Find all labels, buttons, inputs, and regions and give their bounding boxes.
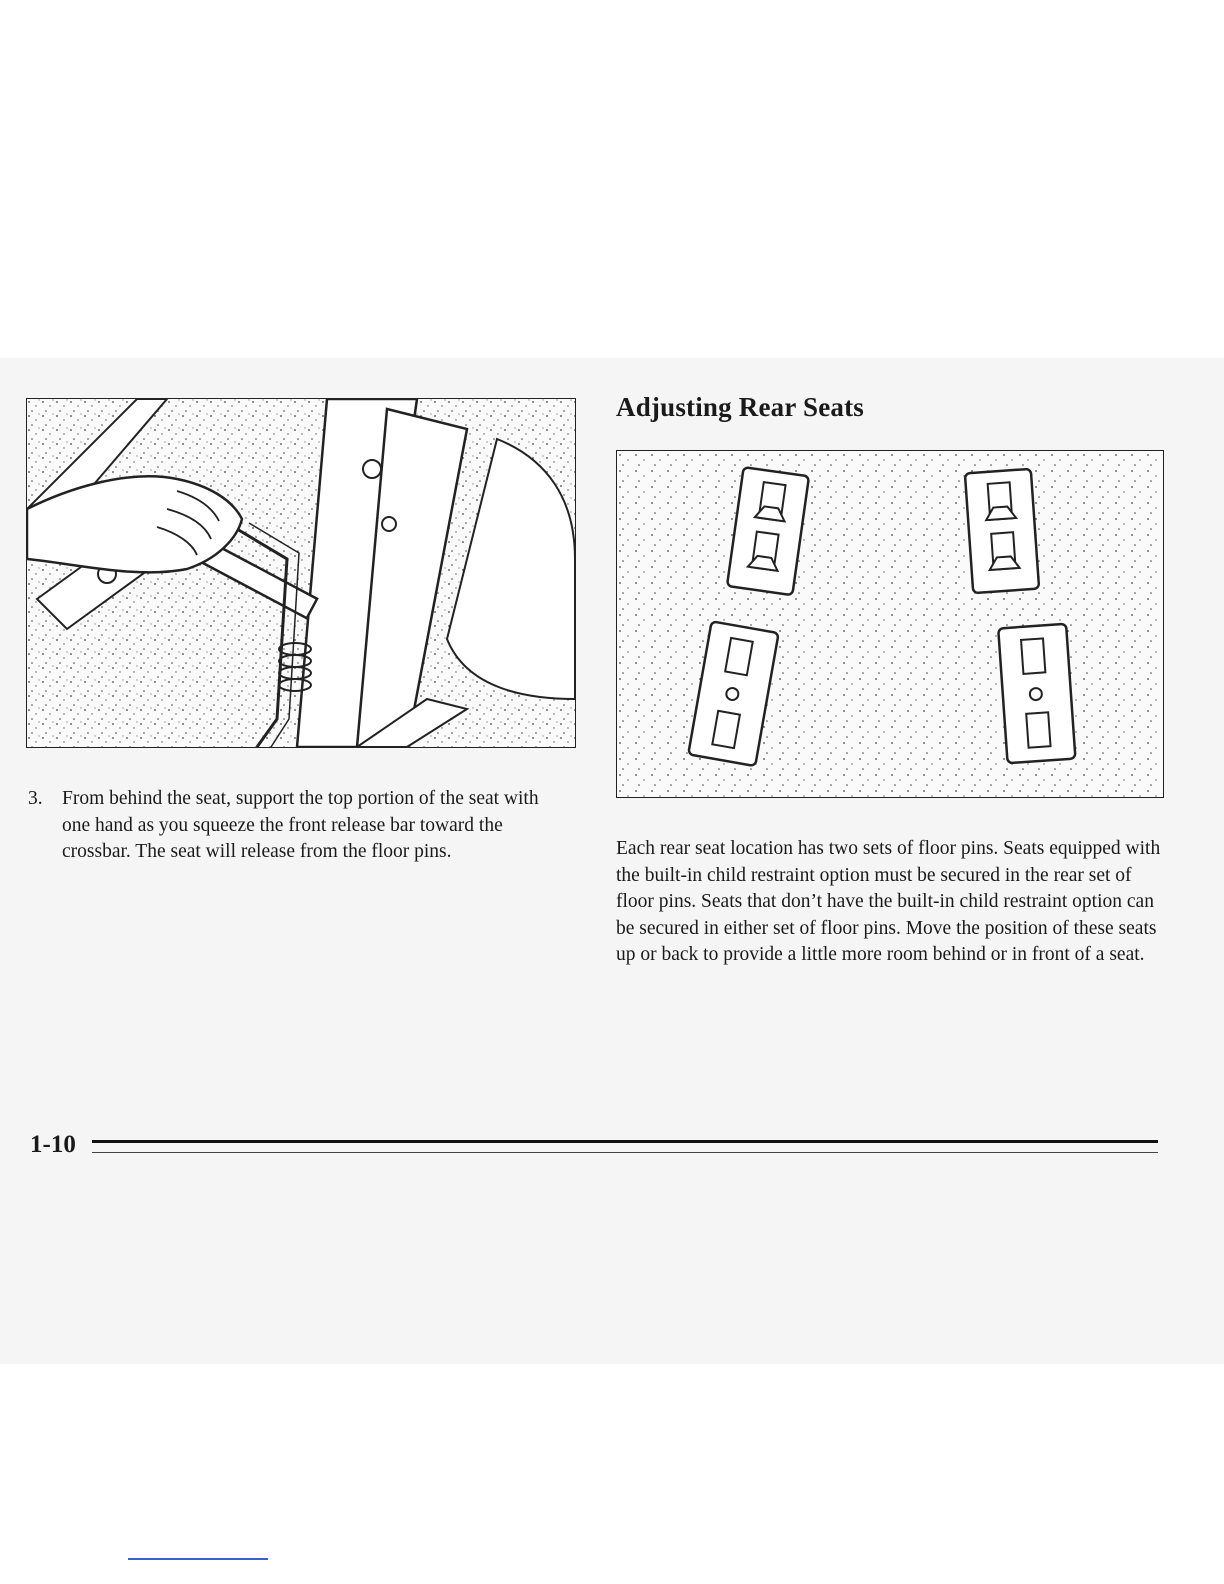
seat-release-illustration: [26, 398, 576, 748]
floor-pins-illustration: [616, 450, 1164, 798]
footer-rule-thin: [92, 1152, 1158, 1153]
link-underline: [128, 1558, 268, 1560]
section-heading: Adjusting Rear Seats: [616, 392, 865, 422]
step-3: [28, 786, 568, 866]
footer-rule: [92, 1140, 1158, 1143]
body-paragraph: Each rear seat location has two sets of floor pins. Seats equipped with the built-in child restraint option must be secured in the rear set of floor pins. Seats that don’t have the built-in child restraint option can be secured in either set of floor pins. Move the position of these seats up or back to provide a little more room behind or in front of a seat.: [616, 838, 1161, 965]
step-text: From behind the seat, support the top portion of the seat with one hand as you squeeze the front release bar toward the crossbar. The seat will release from the floor pins.: [62, 788, 539, 862]
step-number: 3.: [28, 788, 43, 809]
page-number: 1-10: [30, 1131, 76, 1158]
